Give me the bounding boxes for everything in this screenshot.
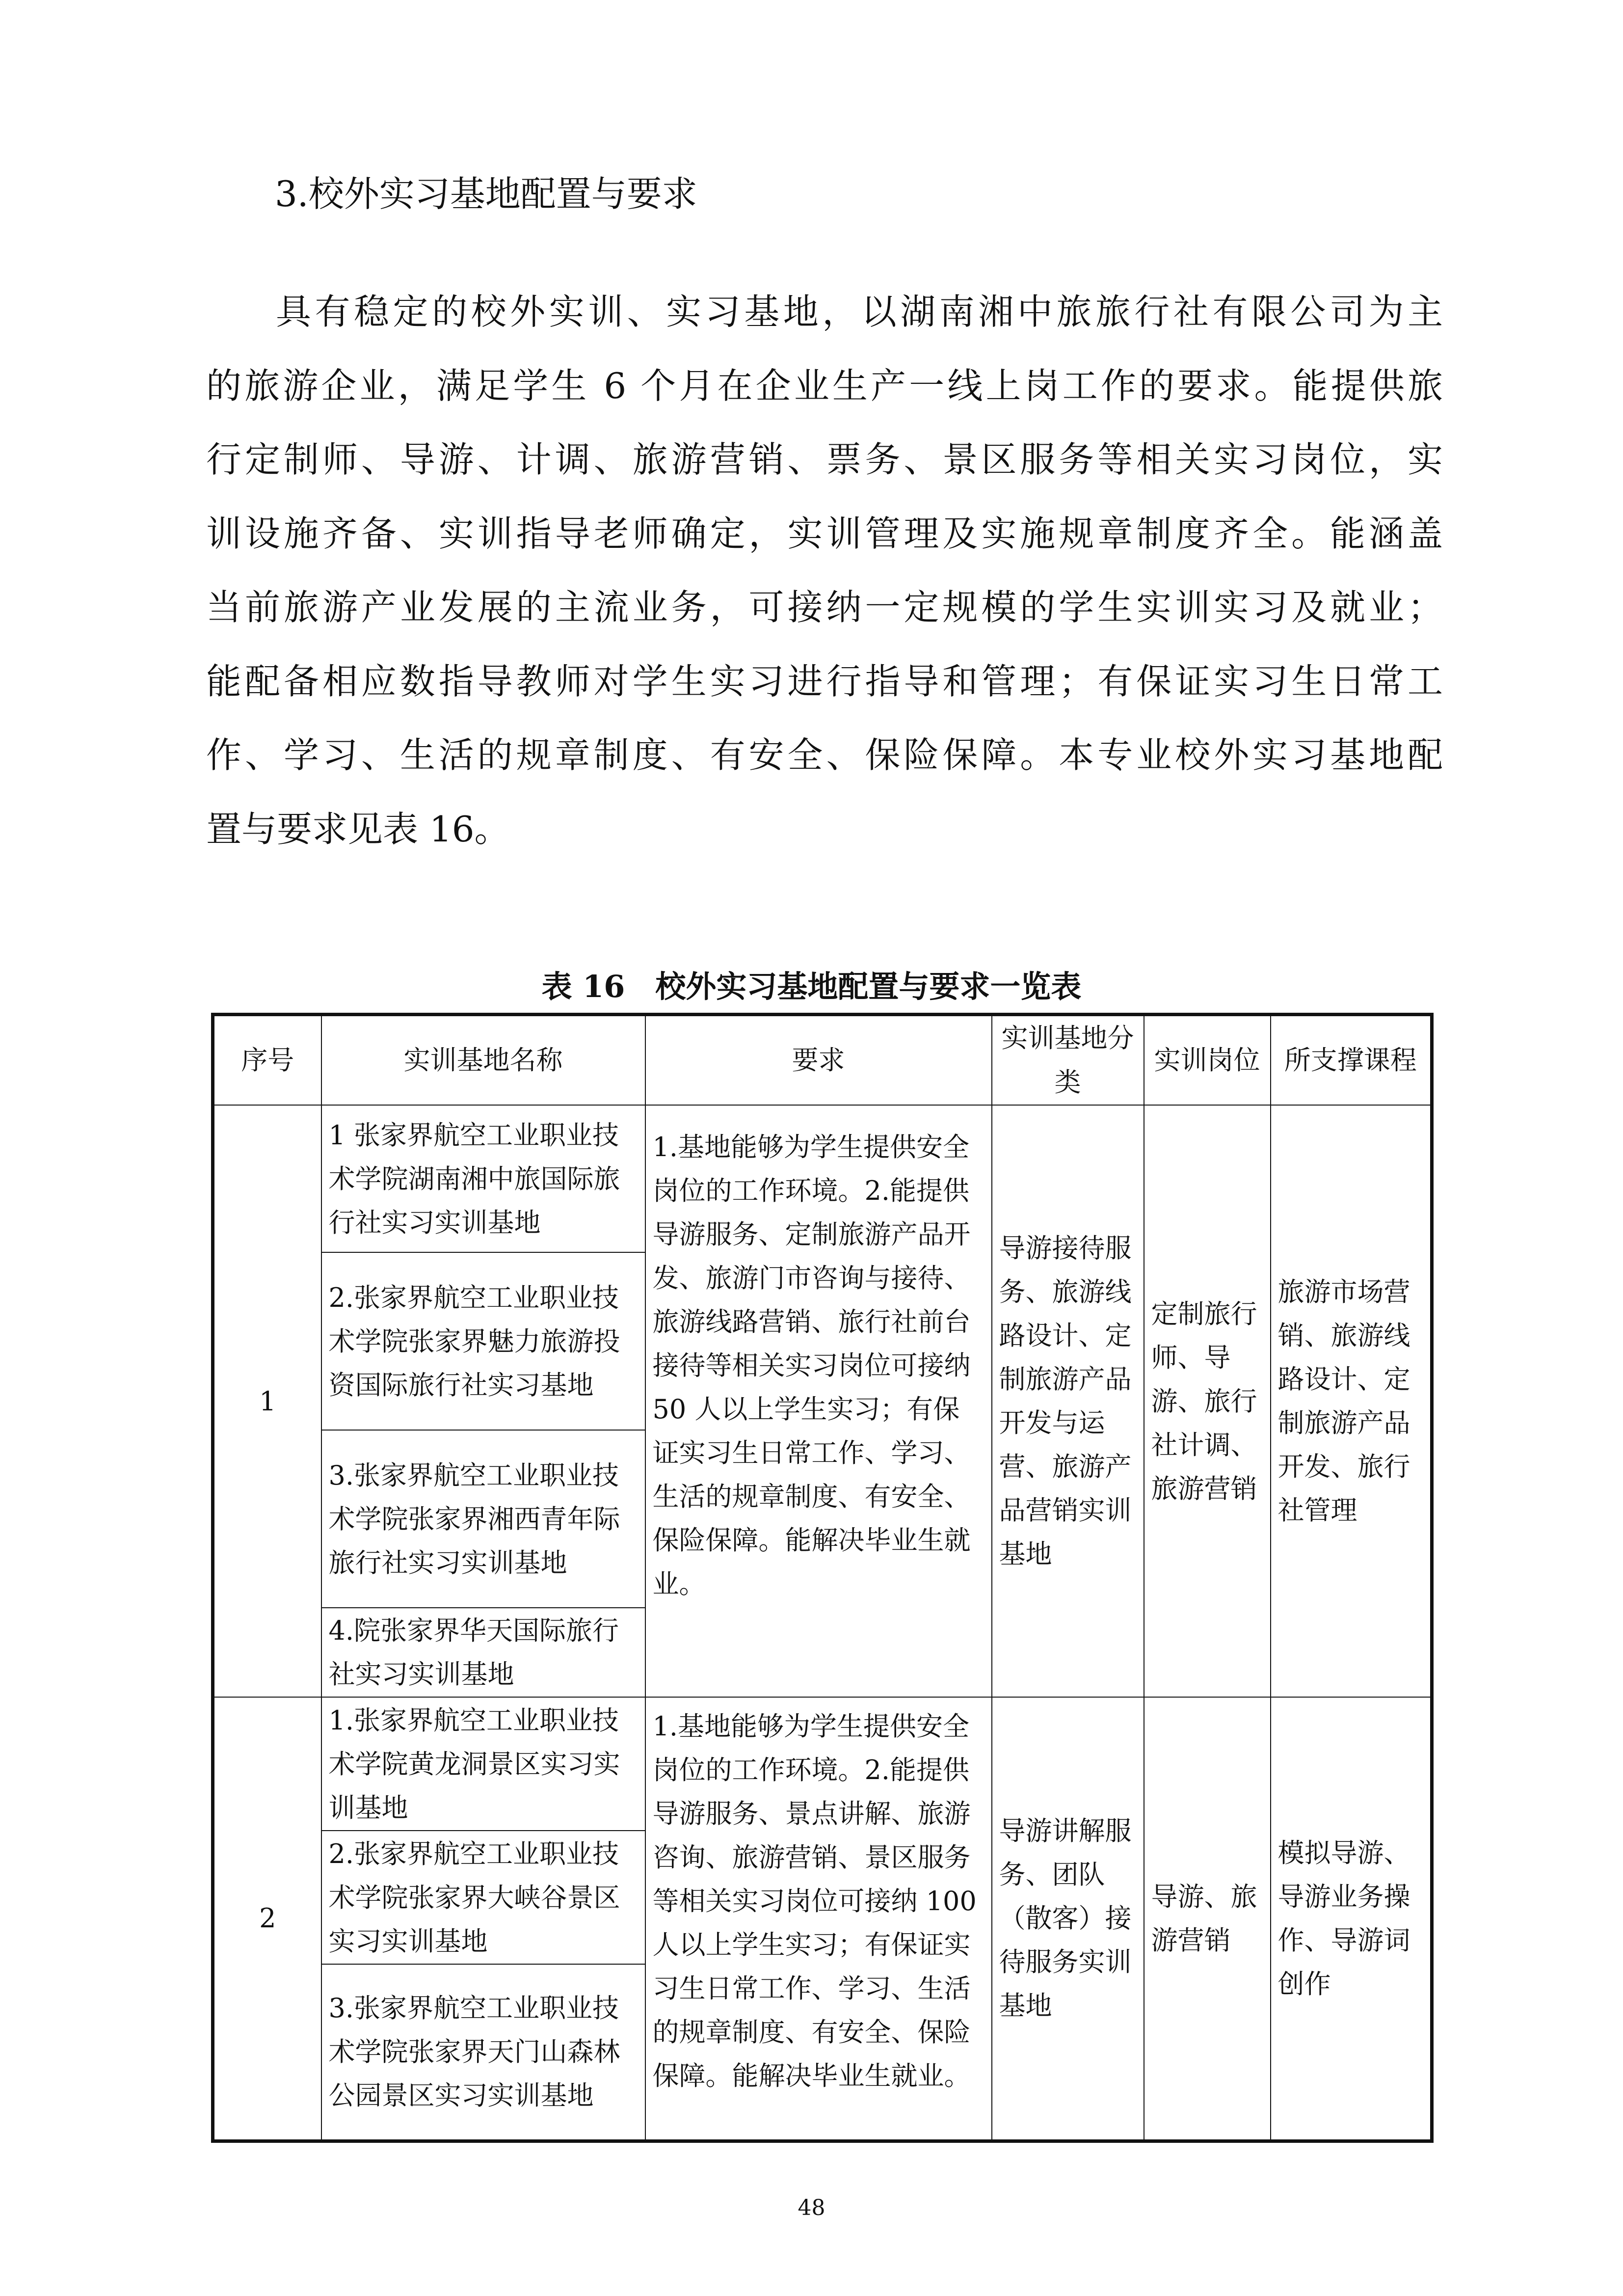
paragraph-line: 训设施齐备、实训指导老师确定，实训管理及实施规章制度齐全。能涵盖 xyxy=(206,513,1443,554)
section-heading: 3.校外实习基地配置与要求 xyxy=(275,173,697,215)
row-number: 1 xyxy=(213,1105,321,1697)
header-no: 序号 xyxy=(213,1015,321,1106)
base-name-cell: 3.张家界航空工业职业技术学院张家界天门山森林公园景区实习实训基地 xyxy=(321,1964,645,2141)
paragraph-line: 置与要求见表 16。 xyxy=(206,808,510,850)
positions-cell: 定制旅行师、导游、旅行社计调、旅游营销 xyxy=(1144,1105,1271,1697)
base-name-cell: 3.张家界航空工业职业技术学院张家界湘西青年际旅行社实习实训基地 xyxy=(321,1430,645,1608)
table-row xyxy=(213,1697,1432,1831)
body-paragraph xyxy=(206,275,1443,866)
paragraph-line: 作、学习、生活的规章制度、有安全、保险保障。本专业校外实习基地配 xyxy=(206,734,1443,776)
table-caption: 表 16 校外实习基地配置与要求一览表 xyxy=(541,969,1082,1004)
requirement-cell: 1.基地能够为学生提供安全岗位的工作环境。2.能提供导游服务、景点讲解、旅游咨询、旅游营销、景区服务等相关实习岗位可接纳 100 人以上学生实习；有保证实习生日常工作、学习、生活的规章制度、有安全、保险保障。能解决毕业生就业。 xyxy=(645,1697,992,2141)
paragraph-line: 能配备相应数指导教师对学生实习进行指导和管理；有保证实习生日常工 xyxy=(206,660,1443,702)
header-base-name: 实训基地名称 xyxy=(321,1015,645,1106)
header-positions: 实训岗位 xyxy=(1144,1015,1271,1106)
header-category: 实训基地分类 xyxy=(992,1015,1144,1106)
base-name-cell: 1.张家界航空工业职业技术学院黄龙洞景区实习实训基地 xyxy=(321,1697,645,1831)
requirement-cell: 1.基地能够为学生提供安全岗位的工作环境。2.能提供导游服务、定制旅游产品开发、旅游门市咨询与接待、旅游线路营销、旅行社前台接待等相关实习岗位可接纳 50 人以上学生实习；有保证实习生日常工作、学习、生活的规章制度、有安全、保险保障。能解决毕业生就业。 xyxy=(645,1105,992,1697)
header-courses: 所支撑课程 xyxy=(1271,1015,1432,1106)
row-number: 2 xyxy=(213,1697,321,2141)
positions-cell: 导游、旅游营销 xyxy=(1144,1697,1271,2141)
page-number: 48 xyxy=(798,2195,825,2220)
paragraph-line: 具有稳定的校外实训、实习基地，以湖南湘中旅旅行社有限公司为主 xyxy=(276,291,1443,332)
category-cell: 导游接待服务、旅游线路设计、定制旅游产品开发与运营、旅游产品营销实训基地 xyxy=(992,1105,1144,1697)
paragraph-line: 当前旅游产业发展的主流业务，可接纳一定规模的学生实训实习及就业； xyxy=(206,587,1443,628)
practice-base-table xyxy=(211,1013,1434,2143)
paragraph-line: 行定制师、导游、计调、旅游营销、票务、景区服务等相关实习岗位，实 xyxy=(206,439,1443,480)
header-requirement: 要求 xyxy=(645,1015,992,1106)
table-row xyxy=(213,1105,1432,1252)
courses-cell: 旅游市场营销、旅游线路设计、定制旅游产品开发、旅行社管理 xyxy=(1271,1105,1432,1697)
category-cell: 导游讲解服务、团队（散客）接待服务实训基地 xyxy=(992,1697,1144,2141)
table-header-row xyxy=(213,1015,1432,1106)
paragraph-line: 的旅游企业，满足学生 6 个月在企业生产一线上岗工作的要求。能提供旅 xyxy=(206,365,1443,406)
base-name-cell: 4.院张家界华天国际旅行社实习实训基地 xyxy=(321,1608,645,1697)
base-name-cell: 1 张家界航空工业职业技术学院湖南湘中旅国际旅行社实习实训基地 xyxy=(321,1105,645,1252)
courses-cell: 模拟导游、导游业务操作、导游词创作 xyxy=(1271,1697,1432,2141)
base-name-cell: 2.张家界航空工业职业技术学院张家界魅力旅游投资国际旅行社实习基地 xyxy=(321,1252,645,1430)
base-name-cell: 2.张家界航空工业职业技术学院张家界大峡谷景区实习实训基地 xyxy=(321,1831,645,1964)
